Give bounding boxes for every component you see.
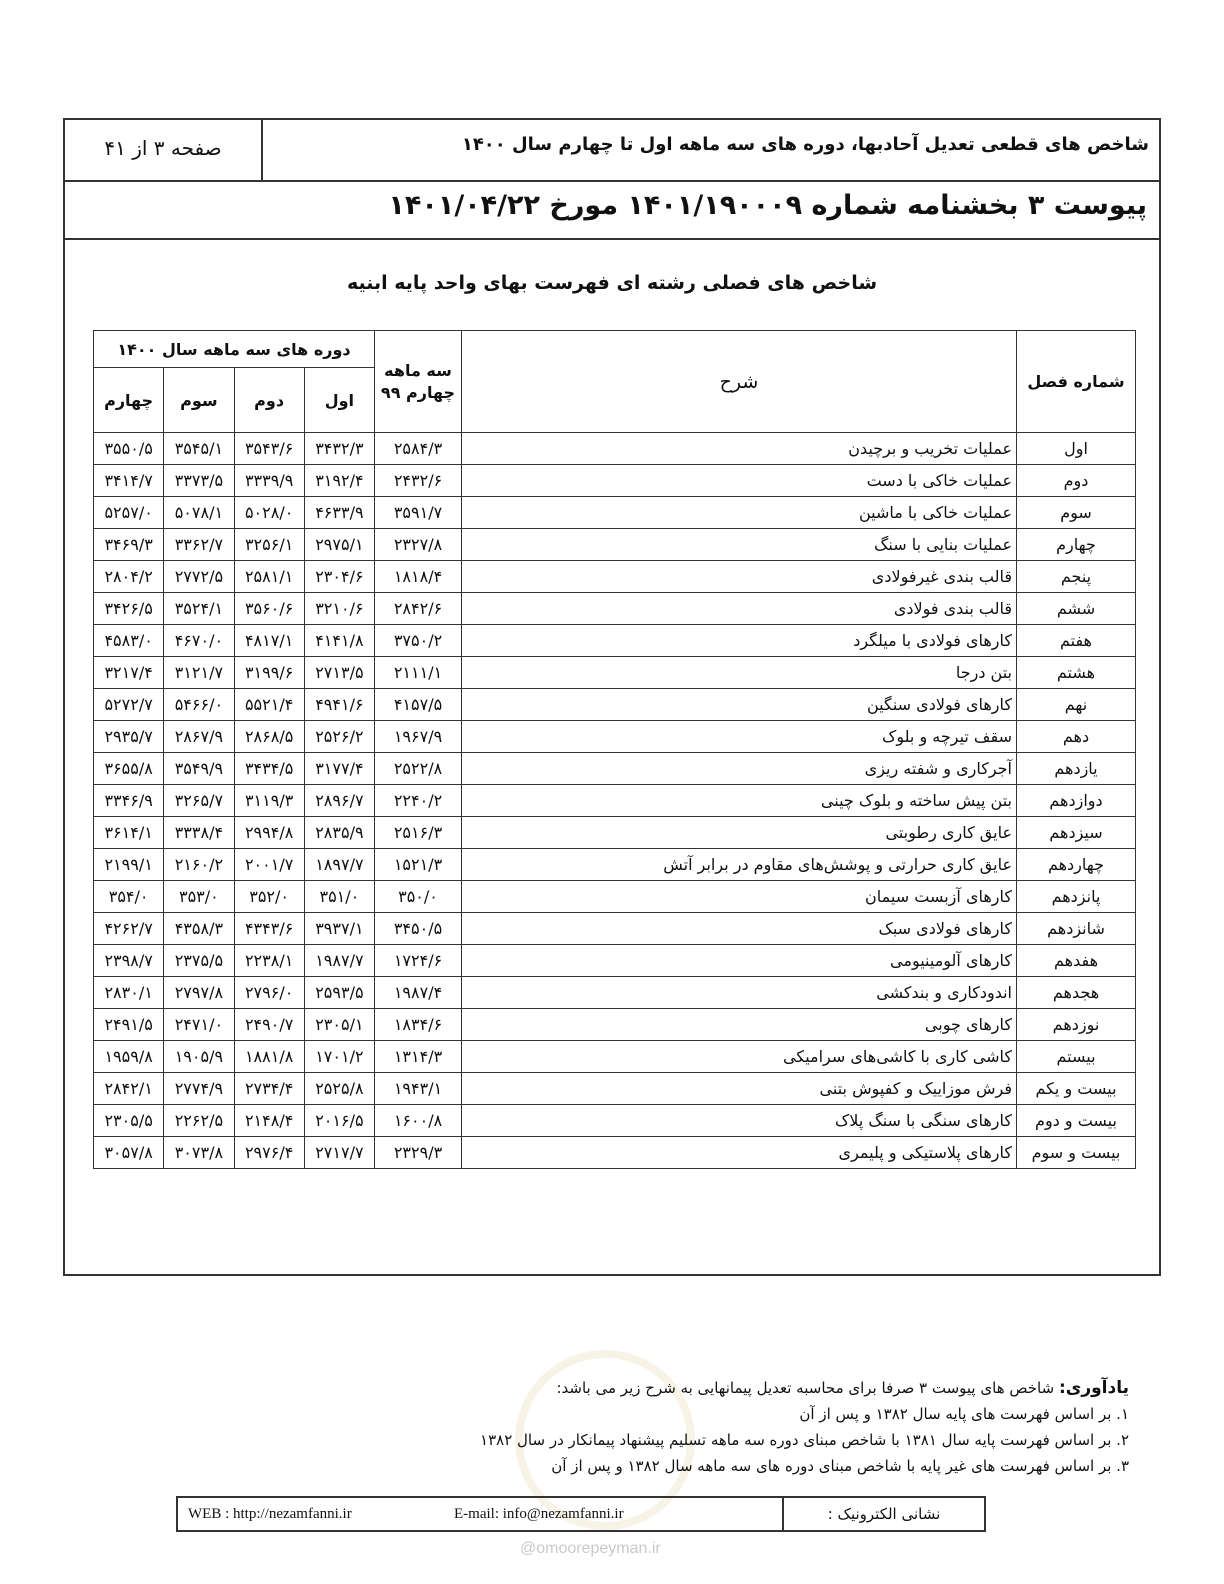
cell-q4: ۵۲۷۲/۷ bbox=[94, 689, 164, 721]
cell-q1: ۱۷۰۱/۲ bbox=[304, 1041, 374, 1073]
cell-fasl: سوم bbox=[1017, 497, 1136, 529]
cell-fasl: چهارم bbox=[1017, 529, 1136, 561]
cell-desc: عایق کاری حرارتی و پوشش‌های مقاوم در برابر آتش bbox=[462, 849, 1017, 881]
cell-q2: ۳۵۲/۰ bbox=[234, 881, 304, 913]
cell-q2: ۳۲۵۶/۱ bbox=[234, 529, 304, 561]
cell-q4: ۳۲۱۷/۴ bbox=[94, 657, 164, 689]
page-number: صفحه ۳ از ۴۱ bbox=[104, 136, 222, 160]
table-row bbox=[94, 721, 1136, 753]
col-header-q4: چهارم bbox=[94, 368, 164, 433]
cell-q99: ۲۱۱۱/۱ bbox=[375, 657, 462, 689]
cell-q4: ۲۸۰۴/۲ bbox=[94, 561, 164, 593]
cell-q99: ۳۷۵۰/۲ bbox=[375, 625, 462, 657]
table-row bbox=[94, 1073, 1136, 1105]
cell-q4: ۴۵۸۳/۰ bbox=[94, 625, 164, 657]
notes-section bbox=[249, 1375, 1129, 1479]
cell-fasl: پانزدهم bbox=[1017, 881, 1136, 913]
cell-desc: کارهای آلومینیومی bbox=[462, 945, 1017, 977]
cell-desc: آجرکاری و شفته ریزی bbox=[462, 753, 1017, 785]
cell-q99: ۲۸۴۲/۶ bbox=[375, 593, 462, 625]
table-row bbox=[94, 913, 1136, 945]
cell-desc: بتن پیش ساخته و بلوک چینی bbox=[462, 785, 1017, 817]
cell-q2: ۲۸۶۸/۵ bbox=[234, 721, 304, 753]
cell-q1: ۲۰۱۶/۵ bbox=[304, 1105, 374, 1137]
table-row bbox=[94, 689, 1136, 721]
cell-q4: ۳۰۵۷/۸ bbox=[94, 1137, 164, 1169]
cell-desc: بتن درجا bbox=[462, 657, 1017, 689]
cell-q3: ۳۵۳/۰ bbox=[164, 881, 234, 913]
table-row bbox=[94, 561, 1136, 593]
cell-fasl: بیست و دوم bbox=[1017, 1105, 1136, 1137]
cell-fasl: بیستم bbox=[1017, 1041, 1136, 1073]
cell-fasl: چهاردهم bbox=[1017, 849, 1136, 881]
cell-q1: ۲۳۰۵/۱ bbox=[304, 1009, 374, 1041]
col-header-group-1400: دوره های سه ماهه سال ۱۴۰۰ bbox=[94, 331, 375, 368]
table-row bbox=[94, 1105, 1136, 1137]
cell-desc: کارهای آزبست سیمان bbox=[462, 881, 1017, 913]
cell-q99: ۱۸۱۸/۴ bbox=[375, 561, 462, 593]
cell-q99: ۱۳۱۴/۳ bbox=[375, 1041, 462, 1073]
cell-q3: ۳۲۶۵/۷ bbox=[164, 785, 234, 817]
table-row bbox=[94, 497, 1136, 529]
note-item-2: ۲. بر اساس فهرست پایه سال ۱۳۸۱ با شاخص مبنای دوره سه ماهه تسلیم پیشنهاد پیمانکار در سال ۱۳۸۲ bbox=[480, 1431, 1129, 1449]
watermark-handle: @omoorepeyman.ir bbox=[520, 1540, 661, 1557]
cell-q4: ۲۳۹۸/۷ bbox=[94, 945, 164, 977]
cell-q4: ۳۵۵۰/۵ bbox=[94, 433, 164, 465]
table-row bbox=[94, 785, 1136, 817]
cell-fasl: پنجم bbox=[1017, 561, 1136, 593]
cell-desc: کارهای فولادی سنگین bbox=[462, 689, 1017, 721]
page-number-box bbox=[65, 120, 263, 180]
cell-q2: ۳۱۱۹/۳ bbox=[234, 785, 304, 817]
notes-intro: شاخص های پیوست ۳ صرفا برای محاسبه تعدیل پیمانهایی به شرح زیر می باشد: bbox=[556, 1379, 1055, 1397]
cell-q1: ۱۹۸۷/۷ bbox=[304, 945, 374, 977]
cell-q99: ۱۹۴۳/۱ bbox=[375, 1073, 462, 1105]
cell-desc: کارهای پلاستیکی و پلیمری bbox=[462, 1137, 1017, 1169]
table-row bbox=[94, 465, 1136, 497]
cell-q3: ۱۹۰۵/۹ bbox=[164, 1041, 234, 1073]
cell-desc: عملیات خاکی با دست bbox=[462, 465, 1017, 497]
col-header-q2: دوم bbox=[234, 368, 304, 433]
cell-q2: ۱۸۸۱/۸ bbox=[234, 1041, 304, 1073]
cell-q4: ۲۸۴۲/۱ bbox=[94, 1073, 164, 1105]
col-header-q1: اول bbox=[304, 368, 374, 433]
cell-q1: ۳۴۳۲/۳ bbox=[304, 433, 374, 465]
table-row bbox=[94, 753, 1136, 785]
cell-q3: ۳۵۴۵/۱ bbox=[164, 433, 234, 465]
cell-q1: ۴۹۴۱/۶ bbox=[304, 689, 374, 721]
cell-q99: ۳۵۰/۰ bbox=[375, 881, 462, 913]
notes-lead: یادآوری: bbox=[1058, 1378, 1129, 1398]
cell-q2: ۲۲۳۸/۱ bbox=[234, 945, 304, 977]
cell-q2: ۳۵۴۳/۶ bbox=[234, 433, 304, 465]
table-row bbox=[94, 1137, 1136, 1169]
cell-q2: ۵۰۲۸/۰ bbox=[234, 497, 304, 529]
cell-q99: ۱۸۳۴/۶ bbox=[375, 1009, 462, 1041]
cell-fasl: هشتم bbox=[1017, 657, 1136, 689]
cell-q3: ۳۳۷۳/۵ bbox=[164, 465, 234, 497]
annex-header bbox=[65, 182, 1159, 240]
table-row bbox=[94, 945, 1136, 977]
cell-q2: ۲۹۹۴/۸ bbox=[234, 817, 304, 849]
cell-fasl: بیست و یکم bbox=[1017, 1073, 1136, 1105]
cell-q99: ۱۵۲۱/۳ bbox=[375, 849, 462, 881]
cell-q1: ۳۱۹۲/۴ bbox=[304, 465, 374, 497]
cell-q99: ۳۴۵۰/۵ bbox=[375, 913, 462, 945]
cell-q2: ۴۸۱۷/۱ bbox=[234, 625, 304, 657]
table-row bbox=[94, 1041, 1136, 1073]
table-row bbox=[94, 529, 1136, 561]
cell-q3: ۳۵۲۴/۱ bbox=[164, 593, 234, 625]
cell-q99: ۱۶۰۰/۸ bbox=[375, 1105, 462, 1137]
index-table bbox=[93, 330, 1136, 1169]
cell-q1: ۳۲۱۰/۶ bbox=[304, 593, 374, 625]
cell-q4: ۲۹۳۵/۷ bbox=[94, 721, 164, 753]
cell-q3: ۴۶۷۰/۰ bbox=[164, 625, 234, 657]
cell-q3: ۲۱۶۰/۲ bbox=[164, 849, 234, 881]
cell-q4: ۴۲۶۲/۷ bbox=[94, 913, 164, 945]
cell-q2: ۲۱۴۸/۴ bbox=[234, 1105, 304, 1137]
cell-q4: ۵۲۵۷/۰ bbox=[94, 497, 164, 529]
cell-q1: ۱۸۹۷/۷ bbox=[304, 849, 374, 881]
cell-q2: ۲۹۷۶/۴ bbox=[234, 1137, 304, 1169]
table-row bbox=[94, 849, 1136, 881]
table-row bbox=[94, 657, 1136, 689]
cell-desc: عملیات بنایی با سنگ bbox=[462, 529, 1017, 561]
cell-q99: ۲۲۴۰/۲ bbox=[375, 785, 462, 817]
cell-q3: ۳۰۷۳/۸ bbox=[164, 1137, 234, 1169]
cell-q99: ۲۵۸۴/۳ bbox=[375, 433, 462, 465]
cell-fasl: دوازدهم bbox=[1017, 785, 1136, 817]
cell-desc: سقف تیرچه و بلوک bbox=[462, 721, 1017, 753]
table-subtitle: شاخص های فصلی رشته ای فهرست بهای واحد پایه ابنیه bbox=[346, 272, 878, 294]
cell-q1: ۴۶۳۳/۹ bbox=[304, 497, 374, 529]
cell-q3: ۴۳۵۸/۳ bbox=[164, 913, 234, 945]
document-title: شاخص های قطعی تعدیل آحادبها، دوره های سه ماهه اول تا چهارم سال ۱۴۰۰ bbox=[461, 134, 1149, 155]
annex-title: پیوست ۳ بخشنامه شماره ۱۴۰۱/۱۹۰۰۰۹ مورخ ۱۴۰۱/۰۴/۲۲ bbox=[388, 190, 1147, 221]
cell-q2: ۲۵۸۱/۱ bbox=[234, 561, 304, 593]
cell-q3: ۳۳۶۲/۷ bbox=[164, 529, 234, 561]
cell-q99: ۲۳۲۹/۳ bbox=[375, 1137, 462, 1169]
cell-q4: ۲۱۹۹/۱ bbox=[94, 849, 164, 881]
cell-q99: ۲۳۲۷/۸ bbox=[375, 529, 462, 561]
cell-fasl: هجدهم bbox=[1017, 977, 1136, 1009]
cell-desc: قالب بندی فولادی bbox=[462, 593, 1017, 625]
cell-q3: ۲۲۶۲/۵ bbox=[164, 1105, 234, 1137]
table-row bbox=[94, 817, 1136, 849]
cell-q99: ۲۴۳۲/۶ bbox=[375, 465, 462, 497]
cell-q1: ۲۳۰۴/۶ bbox=[304, 561, 374, 593]
cell-q99: ۱۹۶۷/۹ bbox=[375, 721, 462, 753]
cell-desc: فرش موزاییک و کفپوش بتنی bbox=[462, 1073, 1017, 1105]
note-item-1: ۱. بر اساس فهرست های پایه سال ۱۳۸۲ و پس از آن bbox=[799, 1405, 1129, 1423]
cell-q3: ۵۴۶۶/۰ bbox=[164, 689, 234, 721]
cell-q3: ۳۳۳۸/۴ bbox=[164, 817, 234, 849]
cell-q4: ۳۶۱۴/۱ bbox=[94, 817, 164, 849]
cell-q4: ۲۳۰۵/۵ bbox=[94, 1105, 164, 1137]
cell-fasl: اول bbox=[1017, 433, 1136, 465]
col-header-fasl: شماره فصل bbox=[1017, 331, 1136, 433]
cell-fasl: بیست و سوم bbox=[1017, 1137, 1136, 1169]
cell-q99: ۲۵۱۶/۳ bbox=[375, 817, 462, 849]
cell-q3: ۳۵۴۹/۹ bbox=[164, 753, 234, 785]
cell-desc: عملیات تخریب و برچیدن bbox=[462, 433, 1017, 465]
cell-desc: اندودکاری و بندکشی bbox=[462, 977, 1017, 1009]
table-row bbox=[94, 433, 1136, 465]
cell-fasl: یازدهم bbox=[1017, 753, 1136, 785]
cell-q3: ۲۸۶۷/۹ bbox=[164, 721, 234, 753]
cell-q3: ۲۷۷۲/۵ bbox=[164, 561, 234, 593]
cell-fasl: شانزدهم bbox=[1017, 913, 1136, 945]
col-header-q99: سه ماهه چهارم ۹۹ bbox=[375, 331, 462, 433]
footer-web-link[interactable]: WEB : http://nezamfanni.ir bbox=[188, 1506, 352, 1522]
cell-q1: ۲۸۳۵/۹ bbox=[304, 817, 374, 849]
footer-label: نشانی الکترونیک : bbox=[782, 1498, 984, 1530]
cell-desc: کاشی کاری با کاشی‌های سرامیکی bbox=[462, 1041, 1017, 1073]
cell-q3: ۲۴۷۱/۰ bbox=[164, 1009, 234, 1041]
cell-desc: عایق کاری رطوبتی bbox=[462, 817, 1017, 849]
page-frame bbox=[63, 118, 1161, 1276]
cell-q2: ۲۰۰۱/۷ bbox=[234, 849, 304, 881]
cell-q1: ۲۵۹۳/۵ bbox=[304, 977, 374, 1009]
cell-q3: ۲۳۷۵/۵ bbox=[164, 945, 234, 977]
cell-q4: ۲۴۹۱/۵ bbox=[94, 1009, 164, 1041]
cell-q1: ۲۵۲۵/۸ bbox=[304, 1073, 374, 1105]
table-row bbox=[94, 625, 1136, 657]
cell-q4: ۳۳۴۶/۹ bbox=[94, 785, 164, 817]
cell-q1: ۲۸۹۶/۷ bbox=[304, 785, 374, 817]
cell-desc: کارهای فولادی با میلگرد bbox=[462, 625, 1017, 657]
cell-fasl: دهم bbox=[1017, 721, 1136, 753]
cell-fasl: نوزدهم bbox=[1017, 1009, 1136, 1041]
cell-q4: ۲۸۳۰/۱ bbox=[94, 977, 164, 1009]
cell-q99: ۱۷۲۴/۶ bbox=[375, 945, 462, 977]
table-row bbox=[94, 1009, 1136, 1041]
cell-desc: کارهای سنگی با سنگ پلاک bbox=[462, 1105, 1017, 1137]
col-header-q3: سوم bbox=[164, 368, 234, 433]
cell-q99: ۲۵۲۲/۸ bbox=[375, 753, 462, 785]
cell-q4: ۳۶۵۵/۸ bbox=[94, 753, 164, 785]
cell-q1: ۴۱۴۱/۸ bbox=[304, 625, 374, 657]
cell-q99: ۴۱۵۷/۵ bbox=[375, 689, 462, 721]
cell-q1: ۲۵۲۶/۲ bbox=[304, 721, 374, 753]
table-row bbox=[94, 977, 1136, 1009]
note-item-3: ۳. بر اساس فهرست های غیر پایه با شاخص مبنای دوره های سه ماهه سال ۱۳۸۲ و پس از آن bbox=[551, 1457, 1129, 1475]
cell-desc: عملیات خاکی با ماشین bbox=[462, 497, 1017, 529]
cell-q2: ۳۵۶۰/۶ bbox=[234, 593, 304, 625]
cell-q1: ۲۷۱۷/۷ bbox=[304, 1137, 374, 1169]
cell-fasl: نهم bbox=[1017, 689, 1136, 721]
cell-fasl: سیزدهم bbox=[1017, 817, 1136, 849]
table-row bbox=[94, 593, 1136, 625]
footer-email-link[interactable]: E-mail: info@nezamfanni.ir bbox=[454, 1506, 624, 1522]
cell-q2: ۵۵۲۱/۴ bbox=[234, 689, 304, 721]
cell-q2: ۲۴۹۰/۷ bbox=[234, 1009, 304, 1041]
cell-q1: ۳۹۳۷/۱ bbox=[304, 913, 374, 945]
cell-q1: ۲۹۷۵/۱ bbox=[304, 529, 374, 561]
footer-contact bbox=[176, 1496, 986, 1532]
cell-q1: ۳۵۱/۰ bbox=[304, 881, 374, 913]
cell-q3: ۳۱۲۱/۷ bbox=[164, 657, 234, 689]
header-row bbox=[65, 120, 1159, 182]
col-header-desc: شرح bbox=[462, 331, 1017, 433]
cell-desc: کارهای چوبی bbox=[462, 1009, 1017, 1041]
cell-q4: ۳۴۶۹/۳ bbox=[94, 529, 164, 561]
cell-q4: ۱۹۵۹/۸ bbox=[94, 1041, 164, 1073]
cell-q99: ۱۹۸۷/۴ bbox=[375, 977, 462, 1009]
table-row bbox=[94, 881, 1136, 913]
cell-fasl: دوم bbox=[1017, 465, 1136, 497]
cell-q2: ۳۳۳۹/۹ bbox=[234, 465, 304, 497]
cell-q4: ۳۴۲۶/۵ bbox=[94, 593, 164, 625]
cell-q2: ۳۴۳۴/۵ bbox=[234, 753, 304, 785]
cell-q4: ۳۴۱۴/۷ bbox=[94, 465, 164, 497]
cell-desc: کارهای فولادی سبک bbox=[462, 913, 1017, 945]
cell-q1: ۲۷۱۳/۵ bbox=[304, 657, 374, 689]
cell-desc: قالب بندی غیرفولادی bbox=[462, 561, 1017, 593]
cell-fasl: هفدهم bbox=[1017, 945, 1136, 977]
cell-q1: ۳۱۷۷/۴ bbox=[304, 753, 374, 785]
cell-q2: ۲۷۹۶/۰ bbox=[234, 977, 304, 1009]
cell-q2: ۴۳۴۳/۶ bbox=[234, 913, 304, 945]
cell-fasl: هفتم bbox=[1017, 625, 1136, 657]
cell-q3: ۲۷۹۷/۸ bbox=[164, 977, 234, 1009]
cell-q2: ۲۷۳۴/۴ bbox=[234, 1073, 304, 1105]
cell-q99: ۳۵۹۱/۷ bbox=[375, 497, 462, 529]
cell-fasl: ششم bbox=[1017, 593, 1136, 625]
cell-q2: ۳۱۹۹/۶ bbox=[234, 657, 304, 689]
cell-q3: ۲۷۷۴/۹ bbox=[164, 1073, 234, 1105]
cell-q4: ۳۵۴/۰ bbox=[94, 881, 164, 913]
cell-q3: ۵۰۷۸/۱ bbox=[164, 497, 234, 529]
